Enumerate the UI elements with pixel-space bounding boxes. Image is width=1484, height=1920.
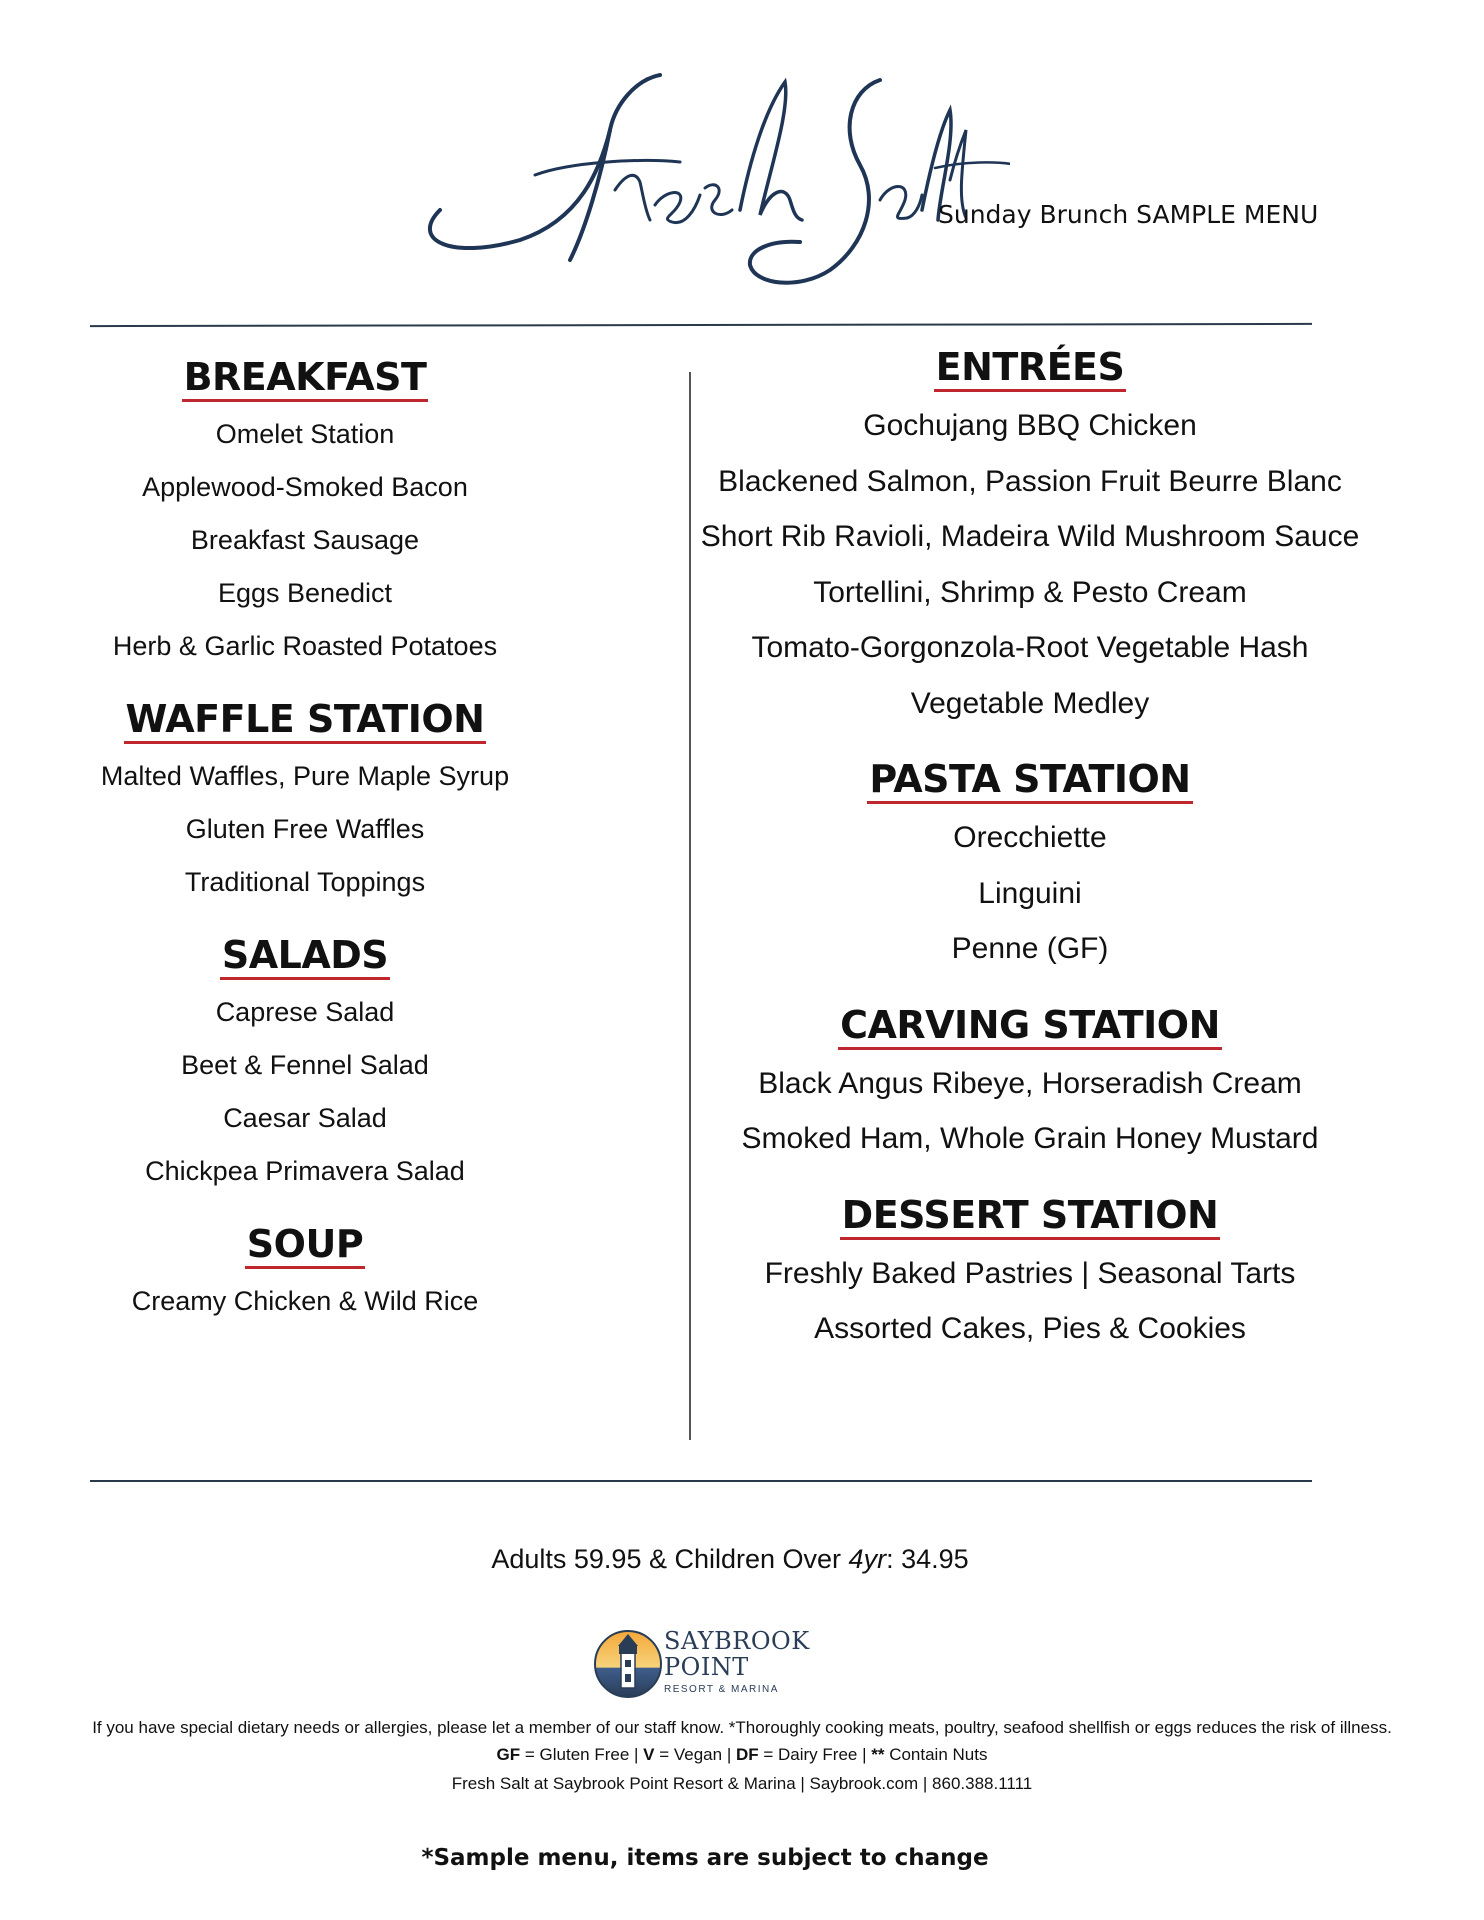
legend-text: Contain Nuts bbox=[884, 1745, 988, 1764]
contact-line: Fresh Salt at Saybrook Point Resort & Marina | Saybrook.com | 860.388.1111 bbox=[451, 1774, 1033, 1793]
menu-item: Traditional Toppings bbox=[184, 867, 426, 897]
legend-text: = Gluten Free | bbox=[520, 1745, 644, 1764]
menu-item: Caesar Salad bbox=[223, 1103, 387, 1133]
menu-item: Penne (GF) bbox=[951, 932, 1109, 965]
section-heading: BREAKFAST bbox=[182, 355, 429, 402]
menu-item-list bbox=[40, 408, 570, 673]
column-divider bbox=[689, 372, 691, 1440]
pricing-age: 4yr bbox=[848, 1544, 887, 1574]
menu-item: Linguini bbox=[978, 876, 1082, 910]
menu-item: Omelet Station bbox=[215, 419, 395, 449]
menu-item: Herb & Garlic Roasted Potatoes bbox=[112, 631, 498, 661]
menu-item: Breakfast Sausage bbox=[190, 525, 420, 555]
pricing-line bbox=[0, 1544, 1460, 1575]
section-gap bbox=[40, 1198, 570, 1222]
legend-text: = Dairy Free | bbox=[758, 1745, 872, 1764]
menu-item: Beet & Fennel Salad bbox=[181, 1050, 429, 1080]
brand-line1: SAYBROOK bbox=[664, 1627, 810, 1655]
menu-item: Freshly Baked Pastries | Seasonal Tarts bbox=[764, 1256, 1296, 1290]
section-gap bbox=[700, 977, 1360, 1003]
top-divider bbox=[90, 323, 1312, 327]
pricing-prefix: Adults 59.95 & Children Over bbox=[491, 1544, 849, 1574]
section-breakfast bbox=[40, 355, 570, 673]
section-gap bbox=[700, 731, 1360, 757]
left-column bbox=[40, 355, 570, 1328]
menu-item: Tomato-Gorgonzola-Root Vegetable Hash bbox=[751, 631, 1309, 664]
legend-key: GF bbox=[496, 1745, 521, 1764]
section-heading: CARVING STATION bbox=[838, 1003, 1222, 1050]
menu-item: Gluten Free Waffles bbox=[185, 814, 425, 844]
bottom-divider bbox=[90, 1480, 1312, 1482]
menu-item-list bbox=[700, 1246, 1360, 1357]
section-heading: WAFFLE STATION bbox=[124, 697, 487, 744]
menu-item: Tortellini, Shrimp & Pesto Cream bbox=[813, 575, 1247, 609]
menu-item-list bbox=[40, 986, 570, 1198]
saybrook-point-logo bbox=[592, 1622, 812, 1704]
brand-line2: POINT bbox=[664, 1653, 749, 1681]
brand-name bbox=[664, 1628, 810, 1680]
fresh-salt-logo bbox=[410, 70, 1010, 320]
section-heading: DESSERT STATION bbox=[840, 1193, 1221, 1240]
menu-item: Eggs Benedict bbox=[217, 578, 393, 608]
section-heading: ENTRÉES bbox=[934, 345, 1127, 392]
fresh-salt-script-icon bbox=[410, 70, 1010, 320]
pricing-suffix: : 34.95 bbox=[886, 1544, 969, 1574]
menu-item: Applewood-Smoked Bacon bbox=[142, 472, 468, 502]
menu-item: Caprese Salad bbox=[215, 997, 395, 1027]
right-column bbox=[700, 345, 1360, 1357]
section-pasta-station bbox=[700, 757, 1360, 977]
menu-item: Vegetable Medley bbox=[910, 686, 1150, 720]
menu-item-list bbox=[700, 810, 1360, 977]
menu-item: Black Angus Ribeye, Horseradish Cream bbox=[758, 1066, 1302, 1100]
menu-item: Gochujang BBQ Chicken bbox=[863, 409, 1197, 442]
menu-item: Orecchiette bbox=[953, 821, 1107, 854]
section-entr-es bbox=[700, 345, 1360, 731]
section-gap bbox=[40, 673, 570, 697]
legend-key: V bbox=[643, 1745, 655, 1764]
section-soup bbox=[40, 1222, 570, 1328]
section-gap bbox=[700, 1167, 1360, 1193]
legend-text: = Vegan | bbox=[654, 1745, 736, 1764]
section-heading: SALADS bbox=[220, 933, 390, 980]
dietary-legend bbox=[0, 1745, 1484, 1765]
legend-key: ** bbox=[871, 1745, 885, 1764]
menu-item: Smoked Ham, Whole Grain Honey Mustard bbox=[741, 1122, 1319, 1155]
section-carving-station bbox=[700, 1003, 1360, 1167]
menu-item-list bbox=[40, 1275, 570, 1328]
menu-item-list bbox=[700, 1056, 1360, 1167]
menu-item: Assorted Cakes, Pies & Cookies bbox=[814, 1312, 1246, 1345]
menu-item-list bbox=[40, 750, 570, 909]
menu-item: Creamy Chicken & Wild Rice bbox=[131, 1286, 479, 1316]
menu-item: Blackened Salmon, Passion Fruit Beurre Blanc bbox=[718, 464, 1342, 498]
section-dessert-station bbox=[700, 1193, 1360, 1357]
menu-item-list bbox=[700, 398, 1360, 731]
section-heading: PASTA STATION bbox=[867, 757, 1192, 804]
section-gap bbox=[40, 909, 570, 933]
lighthouse-icon bbox=[592, 1622, 664, 1704]
legend-key: DF bbox=[735, 1745, 759, 1764]
section-heading: SOUP bbox=[245, 1222, 365, 1269]
section-waffle-station bbox=[40, 697, 570, 909]
dietary-notice: If you have special dietary needs or allergies, please let a member of our staff know. *Thoroughly cooking meats, poultry, seafood shellfish or eggs reduces the risk of illness. bbox=[92, 1718, 1392, 1737]
brand-subtitle: RESORT & MARINA bbox=[664, 1684, 779, 1695]
menu-item: Malted Waffles, Pure Maple Syrup bbox=[100, 761, 510, 791]
menu-item: Short Rib Ravioli, Madeira Wild Mushroom Sauce bbox=[700, 520, 1360, 553]
sample-disclaimer: *Sample menu, items are subject to change bbox=[421, 1845, 989, 1871]
section-salads bbox=[40, 933, 570, 1198]
menu-item: Chickpea Primavera Salad bbox=[145, 1156, 465, 1186]
menu-subtitle: Sunday Brunch SAMPLE MENU bbox=[938, 200, 1319, 229]
